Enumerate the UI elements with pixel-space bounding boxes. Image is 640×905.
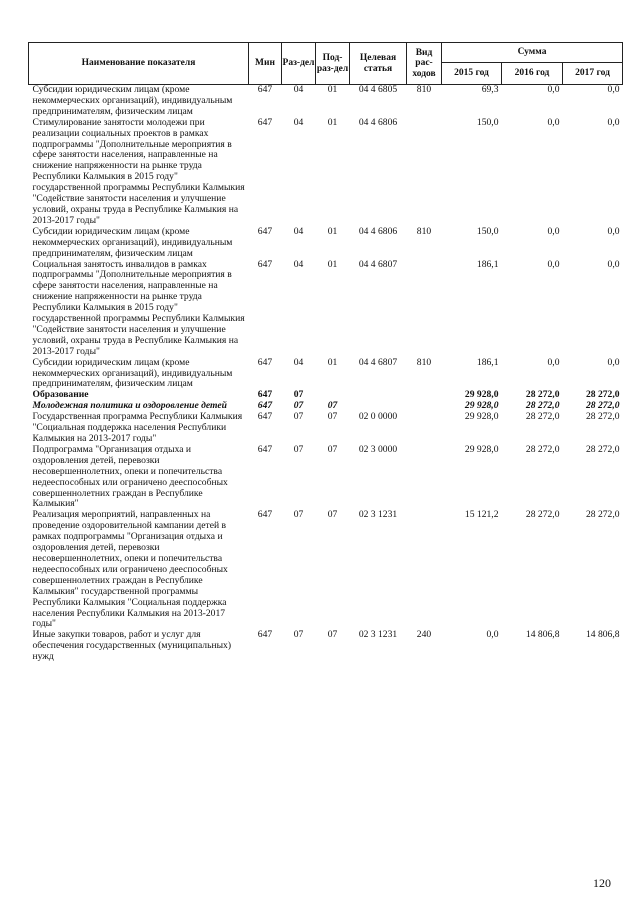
- cell-vr: [407, 260, 442, 358]
- cell-rz: 07: [293, 400, 304, 412]
- header-summa: Сумма: [442, 43, 623, 63]
- cell-min: 647: [257, 84, 273, 95]
- cell-s2017: 28 272,0: [585, 509, 620, 521]
- cell-cs: 02 0 0000: [358, 411, 398, 423]
- cell-min: 647: [257, 400, 273, 412]
- cell-s2016: 28 272,0: [525, 411, 560, 423]
- table-header: [29, 43, 623, 85]
- cell-name: Иные закупки товаров, работ и услуг для обеспечения государственных (муниципальных) нужд: [32, 629, 232, 663]
- table-row: [29, 85, 623, 118]
- cell-s2016: 0,0: [547, 356, 560, 368]
- cell-name: Субсидии юридическим лицам (кроме некоммерческих организаций), индивидуальным предпринимателям, физическим лицам: [32, 356, 233, 390]
- cell-s2017: 0,0: [607, 258, 620, 270]
- cell-pr: 07: [327, 629, 338, 641]
- cell-s2017: 0,0: [607, 356, 620, 368]
- cell-cs: 02 3 1231: [358, 509, 398, 521]
- cell-cs: [350, 390, 407, 401]
- cell-pr: 01: [327, 258, 338, 270]
- cell-s2015: 29 928,0: [464, 400, 499, 412]
- header-name: Наименование показателя: [29, 43, 249, 85]
- cell-vr: [407, 390, 442, 401]
- cell-s2015: 29 928,0: [464, 443, 499, 455]
- table-row: [29, 227, 623, 260]
- cell-s2017: 0,0: [607, 225, 620, 237]
- cell-s2016: 28 272,0: [525, 389, 560, 401]
- cell-vr: [407, 412, 442, 445]
- cell-cs: 04 4 6805: [358, 84, 398, 95]
- cell-s2015: 0,0: [486, 629, 499, 641]
- cell-name: Государственная программа Республики Калмыкия "Социальная поддержка населения Республики Калмыкия на 2013-2017 годы": [32, 411, 243, 444]
- cell-min: 647: [257, 116, 273, 128]
- header-razdel: Раз-дел: [282, 43, 316, 85]
- cell-s2016: 28 272,0: [525, 509, 560, 521]
- cell-pr: 01: [327, 84, 338, 95]
- table-row: [29, 412, 623, 445]
- budget-table-sheet: [28, 42, 622, 663]
- table-row: [29, 510, 623, 630]
- cell-min: 647: [257, 509, 273, 521]
- cell-s2016: 0,0: [547, 84, 560, 95]
- header-2017: 2017 год: [563, 63, 623, 85]
- cell-rz: 04: [293, 116, 304, 128]
- cell-s2017: 28 272,0: [585, 411, 620, 423]
- cell-min: 647: [257, 443, 273, 455]
- cell-rz: 04: [293, 258, 304, 270]
- cell-s2015: 150,0: [476, 225, 499, 237]
- cell-name: Молодежная политика и оздоровление детей: [32, 400, 227, 412]
- cell-name: Образование: [32, 389, 89, 401]
- cell-min: 647: [257, 411, 273, 423]
- cell-min: 647: [257, 258, 273, 270]
- cell-s2015: 29 928,0: [464, 411, 499, 423]
- cell-s2017: 14 806,8: [585, 629, 620, 641]
- cell-rz: 07: [293, 509, 304, 521]
- header-vid: Вид рас-ходов: [407, 43, 442, 85]
- cell-cs: 04 4 6806: [358, 225, 398, 237]
- cell-vr: [407, 118, 442, 227]
- header-podrazdel: Под-раз-дел: [316, 43, 350, 85]
- cell-cs: 04 4 6806: [358, 116, 398, 128]
- cell-s2017: 28 272,0: [585, 400, 620, 412]
- header-target: Целевая статья: [350, 43, 407, 85]
- cell-rz: 04: [293, 356, 304, 368]
- cell-cs: 02 3 0000: [358, 443, 398, 455]
- cell-s2017: 0,0: [607, 84, 620, 95]
- cell-pr: 07: [327, 400, 338, 412]
- cell-cs: 04 4 6807: [358, 258, 398, 270]
- cell-vr: [407, 510, 442, 630]
- cell-vr: 810: [416, 225, 432, 237]
- cell-rz: 04: [293, 84, 304, 95]
- cell-s2016: 28 272,0: [525, 400, 560, 412]
- cell-rz: 07: [293, 629, 304, 641]
- cell-pr: 07: [327, 509, 338, 521]
- cell-s2017: 28 272,0: [585, 443, 620, 455]
- cell-s2015: 186,1: [476, 258, 499, 270]
- cell-s2016: 0,0: [547, 225, 560, 237]
- table-row: [29, 118, 623, 227]
- cell-s2015: 29 928,0: [464, 389, 499, 401]
- cell-min: 647: [257, 389, 273, 401]
- cell-s2016: 14 806,8: [525, 629, 560, 641]
- cell-s2015: 15 121,2: [464, 509, 499, 521]
- cell-s2015: 150,0: [476, 116, 499, 128]
- cell-name: Подпрограмма "Организация отдыха и оздоровления детей, перевозки несовершеннолетних, опеки и попечительства недееспособных или ограничено дееспособных совершеннолетних граждан в Республике Калмыкия": [32, 443, 228, 510]
- cell-name: Социальная занятость инвалидов в рамках подпрограммы "Дополнительные мероприятия в сфере занятости населения, направленные на снижение напряженности на рынке труда Республики Калмыкия в 2015 году" государственной программы Республики Калмыкия "Содействие занятости населения и улучшение условий, охраны труда в Республике Калмыкия на 2013-2017 годы": [32, 258, 245, 357]
- cell-s2016: 0,0: [547, 258, 560, 270]
- cell-rz: 04: [293, 225, 304, 237]
- table-body: [29, 85, 623, 664]
- cell-rz: 07: [293, 443, 304, 455]
- cell-min: 647: [257, 356, 273, 368]
- cell-s2016: 0,0: [547, 116, 560, 128]
- cell-name: Реализация мероприятий, направленных на проведение оздоровительной кампании детей в рамках подпрограммы "Организация отдыха и оздоровления детей, перевозки несовершеннолетних, опеки и попечительства недееспособных или ограничено дееспособных совершеннолетних граждан в Республике Калмыкия" государственной программы Республики Калмыкия "Социальная поддержка населения Республики Калмыкия на 2013-2017 годы": [32, 509, 228, 630]
- cell-vr: 810: [416, 356, 432, 368]
- table-row: [29, 358, 623, 391]
- header-2016: 2016 год: [502, 63, 563, 85]
- cell-name: Стимулирование занятости молодежи при реализации социальных проектов в рамках подпрограммы "Дополнительные мероприятия в сфере занятости населения, направленные на снижение напряженности на рынке труда Республики Калмыкия в 2015 году" государственной программы Республики Калмыкия "Содействие занятости населения и улучшение условий, охраны труда в Республике Калмыкия на 2013-2017 годы": [32, 116, 245, 226]
- cell-s2017: 0,0: [607, 116, 620, 128]
- cell-s2015: 69,3: [481, 84, 499, 95]
- cell-pr: 07: [327, 443, 338, 455]
- cell-cs: 04 4 6807: [358, 356, 398, 368]
- header-min: Мин: [249, 43, 282, 85]
- cell-cs: 02 3 1231: [358, 629, 398, 641]
- cell-s2016: 28 272,0: [525, 443, 560, 455]
- cell-pr: 07: [327, 411, 338, 423]
- cell-pr: 01: [327, 116, 338, 128]
- cell-s2017: 28 272,0: [585, 389, 620, 401]
- header-2015: 2015 год: [442, 63, 502, 85]
- cell-pr: 01: [327, 225, 338, 237]
- cell-s2015: 186,1: [476, 356, 499, 368]
- table-row: [29, 260, 623, 358]
- cell-rz: 07: [293, 389, 304, 401]
- cell-pr: 01: [327, 356, 338, 368]
- table-row: [29, 630, 623, 663]
- table-row: [29, 445, 623, 510]
- cell-min: 647: [257, 225, 273, 237]
- cell-vr: [407, 401, 442, 412]
- budget-table: [28, 42, 623, 663]
- cell-name: Субсидии юридическим лицам (кроме некоммерческих организаций), индивидуальным предпринимателям, физическим лицам: [32, 225, 233, 259]
- cell-rz: 07: [293, 411, 304, 423]
- cell-vr: 240: [416, 629, 432, 641]
- page-number: 120: [593, 876, 611, 890]
- cell-name: Субсидии юридическим лицам (кроме некоммерческих организаций), индивидуальным предпринимателям, физическим лицам: [32, 84, 233, 117]
- cell-vr: [407, 445, 442, 510]
- cell-vr: 810: [416, 84, 432, 95]
- cell-min: 647: [257, 629, 273, 641]
